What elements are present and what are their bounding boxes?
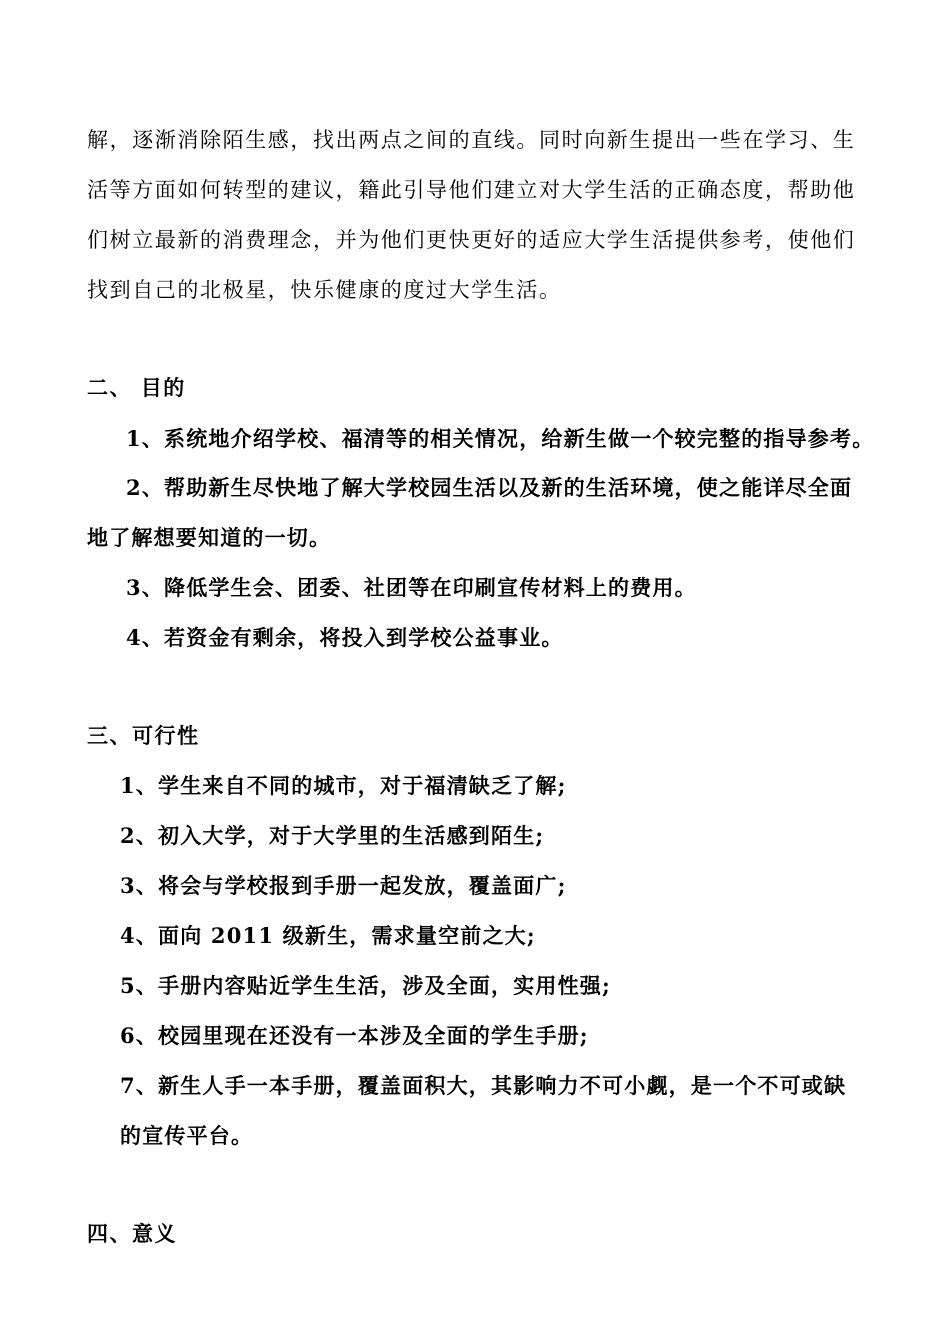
purpose-item-1: 1、系统地介绍学校、福清等的相关情况，给新生做一个较完整的指导参考。: [126, 426, 875, 451]
section-heading-significance: 四、意义: [87, 1221, 177, 1246]
feasibility-item-7: 7、新生人手一本手册，覆盖面积大，其影响力不可小觑，是一个不可或缺: [120, 1073, 847, 1098]
feasibility-item-5: 5、手册内容贴近学生生活，涉及全面，实用性强;: [120, 973, 611, 998]
purpose-item-4: 4、若资金有剩余，将投入到学校公益事业。: [126, 625, 564, 650]
intro-line-1: 解，逐渐消除陌生感，找出两点之间的直线。同时向新生提出一些在学习、生: [87, 128, 856, 152]
purpose-item-2-continued: 地了解想要知道的一切。: [87, 525, 332, 550]
section-heading-purpose: 二、 目的: [87, 375, 186, 400]
intro-line-4: 找到自己的北极星，快乐健康的度过大学生活。: [87, 278, 562, 302]
feasibility-item-1: 1、学生来自不同的城市，对于福清缺乏了解;: [120, 773, 567, 798]
feasibility-item-2: 2、初入大学，对于大学里的生活感到陌生;: [120, 823, 545, 848]
feasibility-item-7-continued: 的宣传平台。: [120, 1123, 254, 1148]
feasibility-item-3: 3、将会与学校报到手册一起发放，覆盖面广;: [120, 873, 567, 898]
feasibility-item-4: 4、面向 2011 级新生，需求量空前之大;: [120, 923, 536, 948]
purpose-item-2: 2、帮助新生尽快地了解大学校园生活以及新的生活环境，使之能详尽全面: [126, 475, 853, 500]
section-heading-feasibility: 三、可行性: [87, 723, 200, 748]
purpose-item-3: 3、降低学生会、团委、社团等在印刷宣传材料上的费用。: [126, 575, 697, 600]
intro-line-2: 活等方面如何转型的建议，籍此引导他们建立对大学生活的正确态度，帮助他: [87, 178, 856, 202]
feasibility-item-6: 6、校园里现在还没有一本涉及全面的学生手册;: [120, 1023, 589, 1048]
intro-line-3: 们树立最新的消费理念，并为他们更快更好的适应大学生活提供参考，使他们: [87, 228, 856, 252]
